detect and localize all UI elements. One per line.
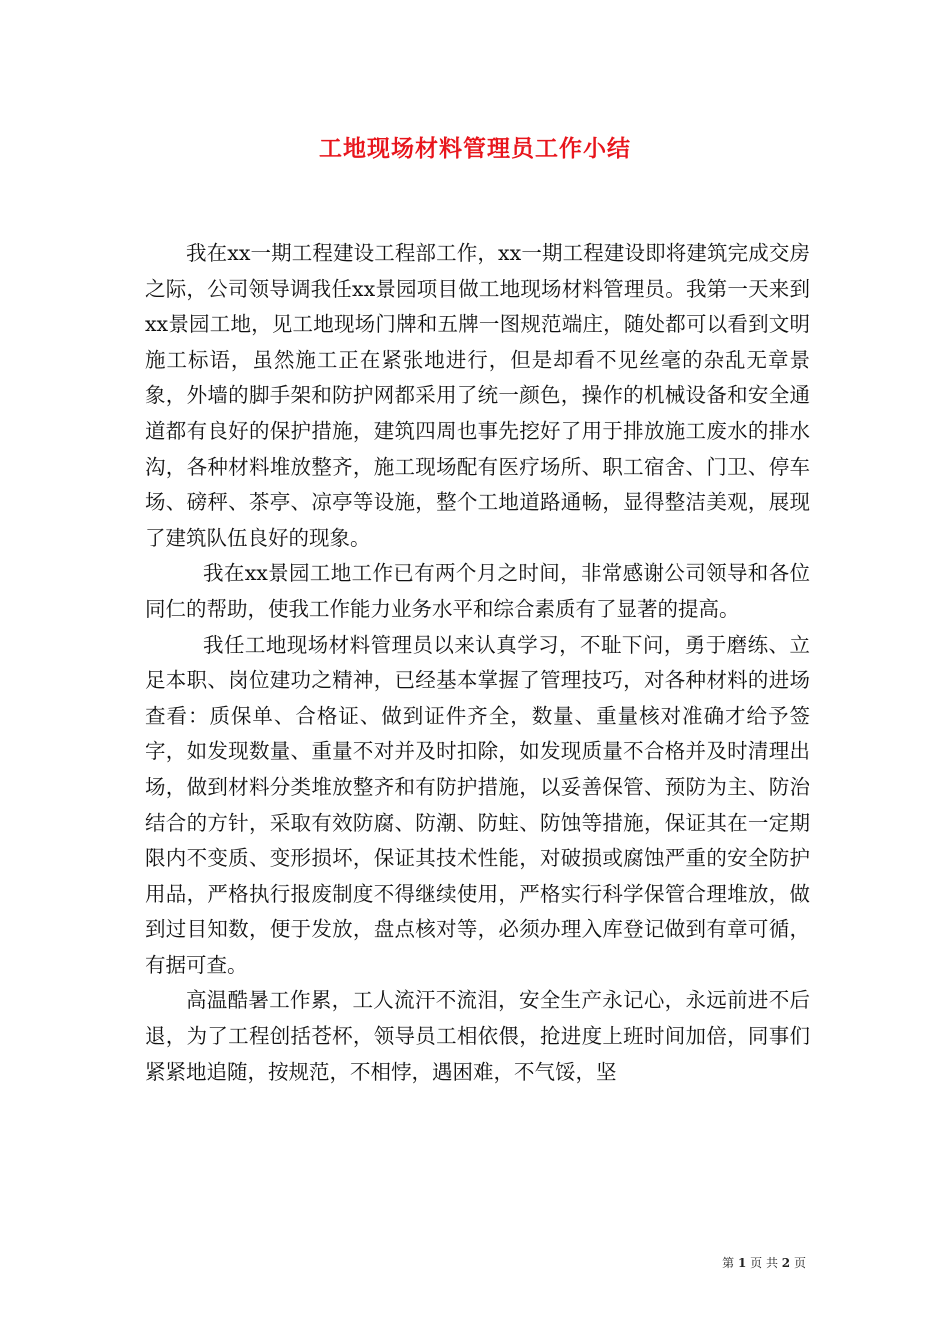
document-body — [145, 236, 810, 1090]
paragraph: 我在xx景园工地工作已有两个月之时间，非常感谢公司领导和各位同仁的帮助，使我工作能力业务水平和综合素质有了显著的提高。 — [145, 561, 810, 621]
footer-suffix: 页 — [793, 1256, 806, 1270]
paragraph: 我在xx一期工程建设工程部工作，xx一期工程建设即将建筑完成交房之际，公司领导调我任xx景园项目做工地现场材料管理员。我第一天来到xx景园工地，见工地现场门牌和五牌一图规范端庄，随处都可以看到文明施工标语，虽然施工正在紧张地进行，但是却看不见丝毫的杂乱无章景象，外墙的脚手架和防护网都采用了统一颜色，操作的机械设备和安全通道都有良好的保护措施，建筑四周也事先挖好了用于排放施工废水的排水沟，各种材料堆放整齐，施工现场配有医疗场所、职工宿舍、门卫、停车场、磅秤、茶亭、凉亭等设施，整个工地道路通畅，显得整洁美观，展现了建筑队伍良好的现象。 — [145, 241, 810, 550]
footer-middle: 页 共 — [750, 1256, 778, 1270]
document-title: 工地现场材料管理员工作小结 — [319, 135, 631, 162]
paragraph: 我任工地现场材料管理员以来认真学习，不耻下问，勇于磨练、立足本职、岗位建功之精神，已经基本掌握了管理技巧，对各种材料的进场查看：质保单、合格证、做到证件齐全，数量、重量核对准确才给予签字，如发现数量、重量不对并及时扣除，如发现质量不合格并及时清理出场，做到材料分类堆放整齐和有防护措施，以妥善保管、预防为主、防治结合的方针，采取有效防腐、防潮、防蛀、防蚀等措施，保证其在一定期限内不变质、变形损坏，保证其技术性能，对破损或腐蚀严重的安全防护用品，严格执行报废制度不得继续使用，严格实行科学保管合理堆放，做到过目知数，便于发放，盘点核对等，必须办理入库登记做到有章可循，有据可查。 — [145, 632, 810, 977]
page-footer — [0, 1254, 806, 1271]
paragraph: 高温酷暑工作累，工人流汗不流泪，安全生产永记心，永远前进不后退，为了工程创括苍杯，领导员工相依偎，抢进度上班时间加倍，同事们紧紧地追随，按规范，不相悖，遇困难，不气馁，坚 — [145, 988, 810, 1084]
footer-prefix: 第 — [722, 1256, 735, 1270]
total-page-count: 2 — [781, 1256, 791, 1270]
current-page-number: 1 — [737, 1256, 747, 1270]
